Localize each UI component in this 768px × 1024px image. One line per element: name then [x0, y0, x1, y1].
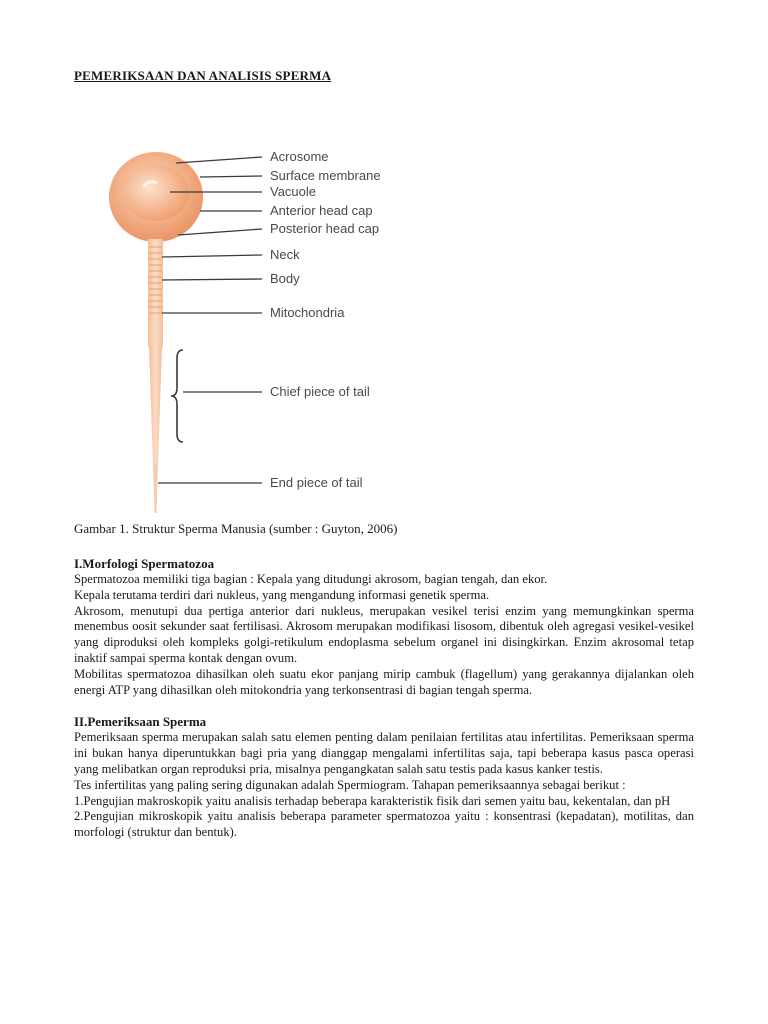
nucleus-shape — [123, 165, 189, 221]
end-piece-shape — [153, 465, 158, 513]
label-acrosome: Acrosome — [270, 149, 329, 164]
chief-piece-shape — [149, 347, 162, 465]
chief-piece-brace — [171, 350, 183, 442]
paragraph: Tes infertilitas yang paling sering digunakan adalah Spermiogram. Tahapan pemeriksaannya sebagai berikut : — [74, 777, 626, 792]
document-body — [74, 556, 694, 841]
list-item: 2.Pengujian mikroskopik yaitu analisis beberapa parameter spermatozoa yaitu : konsentrasi (kepadatan), motilitas, dan morfologi (struktur dan bentuk). — [74, 809, 694, 840]
sperm-structure-diagram — [0, 135, 768, 515]
label-surface-membrane: Surface membrane — [270, 168, 381, 183]
sperm-tail — [149, 347, 162, 513]
paragraph: Pemeriksaan sperma merupakan salah satu elemen penting dalam penilaian fertilitas atau infertilitas. Pemeriksaan sperma ini bukan hanya diperuntukkan bagi pria yang dianggap mengalami infertilitas saja, tapi beberapa kasus pasca operasi yang melibatkan organ reproduksi pria, misalnya pengangkatan salah satu testis pada kasus kanker testis. — [74, 730, 694, 776]
label-mitochondria: Mitochondria — [270, 305, 345, 320]
sperm-diagram-svg — [0, 135, 768, 515]
section-heading-morfologi: I.Morfologi Spermatozoa — [74, 556, 215, 571]
page-title: PEMERIKSAAN DAN ANALISIS SPERMA — [74, 68, 332, 83]
label-posterior-head-cap: Posterior head cap — [270, 221, 380, 236]
label-end-piece: End piece of tail — [270, 475, 363, 490]
sperm-midpiece — [148, 239, 163, 347]
section-heading-pemeriksaan: II.Pemeriksaan Sperma — [74, 714, 207, 730]
list-item: 1.Pengujian makroskopik yaitu analisis terhadap beberapa karakteristik fisik dari semen yaitu bau, kekentalan, dan pH — [74, 793, 671, 808]
paragraph: Spermatozoa memiliki tiga bagian : Kepala yang ditudungi akrosom, bagian tengah, dan ekor. — [74, 572, 548, 586]
midpiece-shape — [148, 239, 163, 347]
label-anterior-head-cap: Anterior head cap — [270, 203, 373, 218]
label-body: Body — [270, 271, 300, 286]
sperm-head — [109, 152, 203, 242]
label-vacuole: Vacuole — [270, 184, 317, 199]
paragraph: Akrosom, menutupi dua pertiga anterior dari nukleus, merupakan vesikel terisi enzim yang memungkinkan sperma menembus oosit sekunder saat fertilisasi. Akrosom merupakan modifikasi lisosom, dibentuk oleh agregasi vesikel-vesikel yang diproduksi oleh kompleks golgi-retikulum endoplasma sebelum organel ini disingkirkan. Enzim akrosomal tetap inaktif sampai sperma kontak dengan ovum. — [74, 603, 694, 665]
paragraph: Kepala terutama terdiri dari nukleus, yang mengandung informasi genetik sperma. — [74, 587, 490, 602]
paragraph: Mobilitas spermatozoa dihasilkan oleh suatu ekor panjang mirip cambuk (flagellum) yang gerakannya dijalankan oleh energi ATP yang dihasilkan oleh mitokondria yang terkonsentrasi di bagian tengah sperma. — [74, 666, 694, 697]
label-chief-piece: Chief piece of tail — [270, 384, 370, 399]
figure-caption: Gambar 1. Struktur Sperma Manusia (sumber : Guyton, 2006) — [74, 521, 398, 536]
label-neck: Neck — [270, 247, 300, 262]
